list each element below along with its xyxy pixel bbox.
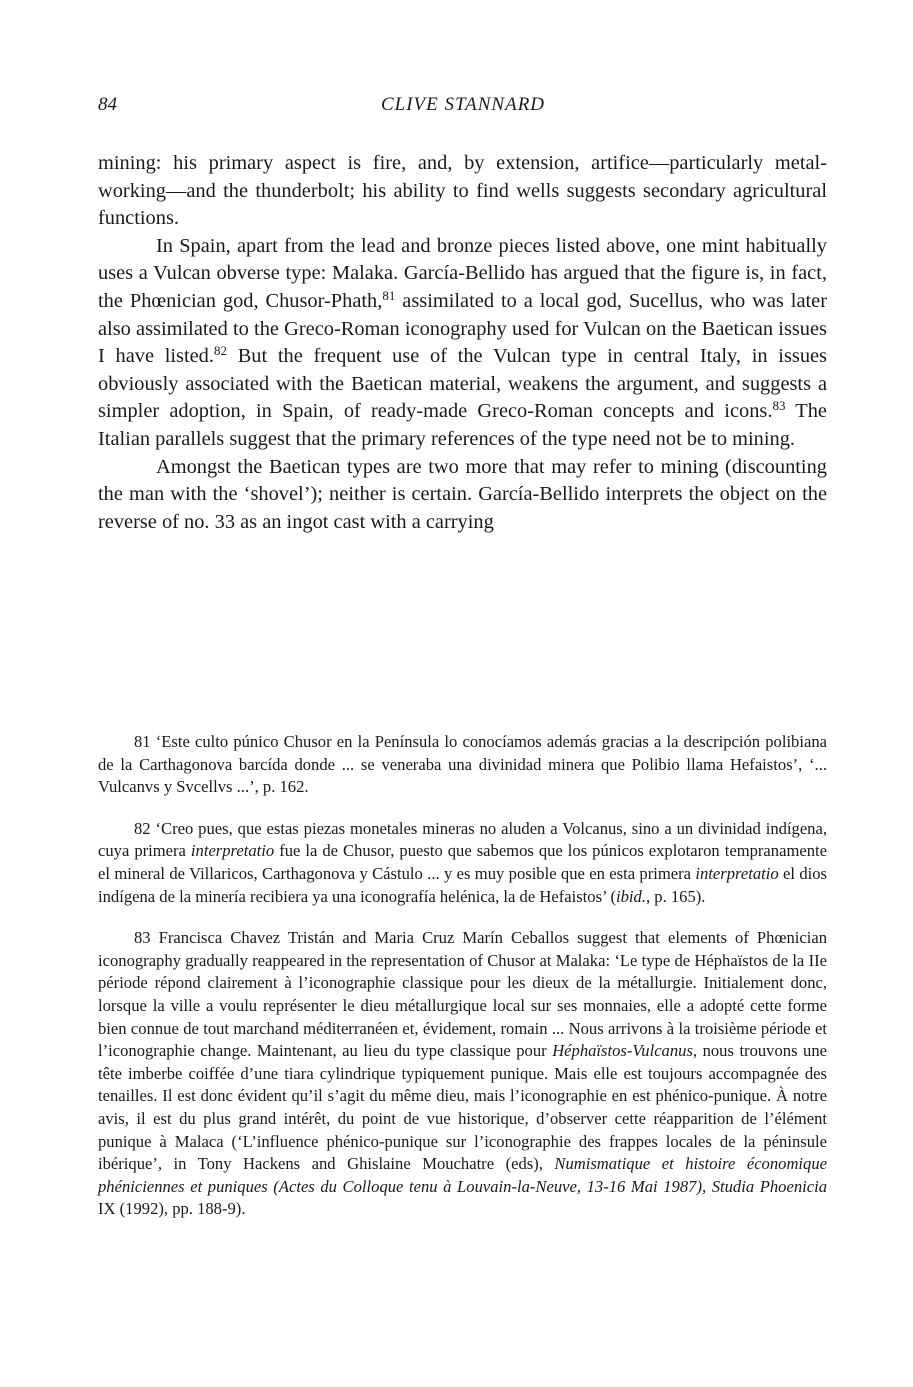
running-head: CLIVE STANNARD	[380, 94, 546, 115]
footnote-82: 82 ‘Creo pues, que estas piezas monetales mineras no aluden a Volcanus, sino a un divinidad indígena, cuya primera interpretatio fue la de Chusor, puesto que sabemos que los púnicos explotaron tempranamente el mineral de Villaricos, Carthagonova y Cástulo ... y es muy posible que en esta primera interpretatio el dios indígena de la minería recibiera ya una iconografía helénica, la de Hefaistos’ (ibid., p. 165).	[98, 818, 828, 906]
footnote-ref-81: 81	[382, 287, 396, 303]
footnotes	[98, 731, 827, 1240]
footnote-81: 81 ‘Este culto púnico Chusor en la Península lo conocíamos además gracias a la descripción polibiana de la Carthagonova barcída donde ... se veneraba una divinidad minera que Polibio llama Hefaistos’, ‘... Vulcanvs y Svcellvs ...’, p. 162.	[98, 732, 827, 797]
page-header	[98, 94, 828, 118]
paragraph-3: Amongst the Baetican types are two more that may refer to mining (discounting the man with the ‘shovel’); neither is certain. García-Bellido interprets the object on the reverse of no. 33 as an ingot cast with a carrying	[98, 455, 827, 533]
footnote-83: 83 Francisca Chavez Tristán and Maria Cruz Marín Ceballos suggest that elements of Phœnician iconography gradually reappeared in the representation of Chusor at Malaka: ‘Le type de Héphaïstos de la IIe période répond clairement à l’iconographie classique pour les dieux de la métallurgie. Initialement donc, lorsque la ville a voulu représenter le dieu métallurgique local sur ses monnaies, elle a adopté cette forme bien connue de tout marchand méditerranéen et, évidement, romain ... Nous arrivons à la troisième période et l’iconographie change. Maintenant, au lieu du type classique pour Héphaïstos-Vulcanus, nous trouvons une tête imberbe coiffée d’une tiara cylindrique typiquement punique. Mais elle est toujours accompagnée des tenailles. Il est donc évident qu’il s’agit du même dieu, mais l’iconographie en est phénico-punique. À notre avis, il est du plus grand intérêt, du point de vue historique, d’observer cette réapparition de l’élément punique à Malaca (‘L’influence phénico-punique sur l’iconographie des frappes locales de la péninsule ibérique’, in Tony Hackens and Ghislaine Mouchatre (eds), Numismatique et histoire économique phéniciennes et puniques (Actes du Colloque tenu à Louvain-la-Neuve, 13-16 Mai 1987), Studia Phoenicia IX (1992), pp. 188-9).	[98, 928, 827, 1219]
footnote-ref-82: 82	[213, 343, 227, 359]
paragraph-2: In Spain, apart from the lead and bronze pieces listed above, one mint habitually uses a Vulcan obverse type: Malaka. García-Bellido has argued that the figure is, in fact, the Phœnician god, Chusor-Phath,$^{81}$ assimilated to a local god, Sucellus, who was later also assimilated to the Greco-Roman iconography used for Vulcan on the Baetican issues I have listed.$^{82}$ But the frequent use of the Vulcan type in central Italy, in issues obviously associated with the Baetican material, weakens the argument, and suggests a simpler adoption, in Spain, of ready-made Greco-Roman concepts and icons.$^{83}$ The Italian parallels suggest that the primary references of the type need not be to mining.	[98, 234, 827, 450]
page-number: 84	[98, 94, 117, 115]
body-text	[98, 150, 827, 536]
paragraph-1: mining: his primary aspect is fire, and, by extension, artifice—particularly metal-working—and the thunderbolt; his ability to find wells suggests secondary agricultural functions.	[98, 152, 827, 230]
footnote-ref-83: 83	[772, 398, 786, 414]
